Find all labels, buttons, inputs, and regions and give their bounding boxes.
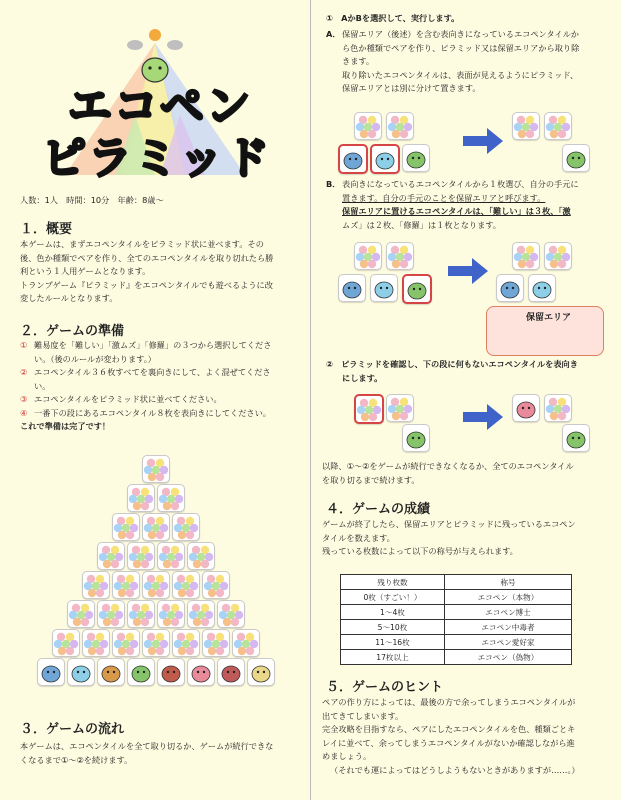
text-line: 保留エリアとは別に分けて置きます。 bbox=[342, 83, 481, 93]
tile-back-icon bbox=[157, 484, 185, 512]
text-line: 一番下の段にあるエコペンタイル８枚を表向きにしてください。 bbox=[34, 407, 271, 418]
score-table bbox=[340, 574, 572, 665]
tile-back-icon bbox=[354, 242, 382, 270]
tile-back-icon bbox=[217, 600, 245, 628]
text-line: い。（後のルールが変わります。） bbox=[34, 353, 156, 364]
table-cell: エコペン（本物） bbox=[444, 590, 571, 605]
tile-back-icon bbox=[544, 394, 572, 422]
tile-back-icon bbox=[354, 112, 382, 140]
tile-face-icon bbox=[512, 394, 540, 422]
figure-step-2 bbox=[318, 390, 616, 455]
table-header-row bbox=[341, 575, 572, 590]
text-line: 出てきてしまいます。 bbox=[322, 710, 404, 721]
table-row bbox=[341, 590, 572, 605]
tile-back-icon bbox=[172, 513, 200, 541]
right-column bbox=[318, 0, 616, 800]
tile-back-icon bbox=[142, 629, 170, 657]
text-line: 変したルールとなります。 bbox=[20, 293, 118, 303]
text-line: い。 bbox=[34, 380, 51, 391]
text-line: ら色か種類でペアを作り、ピラミッド又は保留エリアから取り除 bbox=[342, 42, 580, 53]
text-line: 残っている枚数によって以下の称号が与えられます。 bbox=[322, 546, 518, 556]
section1-heading: １．概要 bbox=[20, 222, 73, 237]
table-row bbox=[341, 650, 572, 665]
column-divider bbox=[310, 0, 311, 800]
text-line: ② ピラミッドを確認し、下の段に何もないエコペンタイルを表向き bbox=[326, 359, 578, 369]
tile-back-icon bbox=[112, 571, 140, 599]
list-number: ② bbox=[20, 367, 28, 377]
loop-text bbox=[322, 460, 612, 487]
tile-face-icon bbox=[97, 658, 125, 686]
tile-back-icon bbox=[127, 542, 155, 570]
tile-face-icon bbox=[370, 274, 398, 302]
tile-back-icon bbox=[157, 600, 185, 628]
stepA-body bbox=[342, 28, 614, 96]
tile-back-icon bbox=[142, 455, 170, 483]
table-cell: エコペン中毒者 bbox=[444, 620, 571, 635]
section2-heading: ２．ゲームの準備 bbox=[20, 324, 125, 339]
tile-back-icon bbox=[187, 600, 215, 628]
tile-back-icon bbox=[354, 394, 384, 424]
text-line: 表向きになっているエコペンタイルから１枚選び、自分の手元に bbox=[342, 179, 579, 189]
arrow-right-icon bbox=[463, 128, 503, 154]
tile-face-icon bbox=[370, 144, 400, 174]
title-line1: エコペン bbox=[68, 81, 252, 132]
tile-back-icon bbox=[82, 629, 110, 657]
tile-back-icon bbox=[202, 629, 230, 657]
tile-back-icon bbox=[386, 242, 414, 270]
table-row bbox=[341, 605, 572, 620]
tile-face-icon bbox=[402, 144, 430, 172]
tile-back-icon bbox=[67, 600, 95, 628]
tile-back-icon bbox=[386, 112, 414, 140]
step1-title: ① AかBを選択して、実行します。 bbox=[326, 13, 460, 23]
text-line: 保留エリアに置けるエコペンタイルは、「難しい」は３枚、「激 bbox=[342, 206, 571, 216]
tile-face-icon bbox=[67, 658, 95, 686]
tile-face-icon bbox=[217, 658, 245, 686]
text-line: 本ゲームは、まずエコペンタイルをピラミッド状に並べます。その bbox=[20, 239, 264, 249]
table-cell: エコペン（偽物） bbox=[444, 650, 571, 665]
tile-pyramid bbox=[0, 455, 310, 710]
text-line: にします。 bbox=[342, 372, 383, 383]
hold-area-label: 保留エリア bbox=[526, 313, 572, 323]
tile-back-icon bbox=[512, 242, 540, 270]
tile-face-icon bbox=[528, 274, 556, 302]
step2-title bbox=[326, 358, 578, 385]
tile-back-icon bbox=[142, 571, 170, 599]
section5-body bbox=[322, 696, 614, 777]
table-cell: エコペン愛好家 bbox=[444, 635, 571, 650]
section3-body bbox=[20, 740, 305, 767]
section4-body bbox=[322, 518, 612, 559]
table-cell: エコペン博士 bbox=[444, 605, 571, 620]
table-cell: 17枚以上 bbox=[341, 650, 445, 665]
setup-done-text: これで準備は完了です！ bbox=[20, 421, 111, 431]
tile-back-icon bbox=[172, 629, 200, 657]
list-number: ④ bbox=[20, 407, 28, 418]
tile-back-icon bbox=[97, 542, 125, 570]
tile-back-icon bbox=[127, 600, 155, 628]
text-line: エコペンタイル３６枚すべてを裏向きにして、よく混ぜてくださ bbox=[34, 367, 271, 377]
tile-face-icon bbox=[402, 274, 432, 304]
table-header: 残り枚数 bbox=[341, 575, 445, 590]
tile-back-icon bbox=[127, 484, 155, 512]
table-row bbox=[341, 620, 572, 635]
tile-face-icon bbox=[247, 658, 275, 686]
text-line: ゲームが終了したら、保留エリアとピラミッドに残っているエコペン bbox=[322, 519, 576, 529]
table-cell: 11〜16枚 bbox=[341, 635, 445, 650]
tile-back-icon bbox=[142, 513, 170, 541]
tile-back-icon bbox=[202, 571, 230, 599]
text-line: ペアの作り方によっては、最後の方で余ってしまうエコペンタイルが bbox=[322, 697, 576, 707]
stepB-label: B． bbox=[326, 179, 341, 189]
arrow-right-icon bbox=[463, 404, 503, 430]
figure-step-a bbox=[318, 108, 616, 178]
text-line: 本ゲームは、エコペンタイルを全て取り切るか、ゲームが続行できな bbox=[20, 741, 274, 751]
title-line2: ピラミッド bbox=[42, 133, 272, 184]
stepB-body bbox=[342, 178, 614, 232]
tile-back-icon bbox=[157, 542, 185, 570]
text-line: タイルを数えます。 bbox=[322, 532, 395, 543]
table-cell: 1〜4枚 bbox=[341, 605, 445, 620]
text-line: 後、色か種類でペアを作り、全てのエコペンタイルを取り切れたら勝 bbox=[20, 252, 274, 263]
tile-back-icon bbox=[544, 112, 572, 140]
text-line: きます。 bbox=[342, 56, 375, 66]
text-line: トランプゲーム『ピラミッド』をエコペンタイルでも遊べるように改 bbox=[20, 279, 273, 290]
section1-body bbox=[20, 238, 305, 306]
table-header: 称号 bbox=[444, 575, 571, 590]
sun-icon bbox=[149, 29, 161, 41]
arrow-right-icon bbox=[448, 258, 488, 284]
cloud-icon bbox=[127, 40, 143, 50]
table-cell: 0枚（すごい！） bbox=[341, 590, 445, 605]
tile-back-icon bbox=[187, 542, 215, 570]
text-line: 以降、①〜②をゲームが続行できなくなるか、全てのエコペンタイル bbox=[322, 461, 574, 471]
text-line: 保留エリア（後述）を含む表向きになっているエコペンタイルか bbox=[342, 29, 579, 39]
tile-face-icon bbox=[37, 658, 65, 686]
tile-face-icon bbox=[496, 274, 524, 302]
text-line: （それでも運によってはどうしようもないときがありますが……。） bbox=[330, 764, 580, 775]
text-line: 完全攻略を目指すなら、ペアにしたエコペンタイルを色、種類ごとキ bbox=[322, 724, 576, 734]
text-line: 難易度を「難しい」「激ムズ」「修羅」の３つから選択してくださ bbox=[34, 340, 272, 350]
tile-back-icon bbox=[97, 600, 125, 628]
table-cell: 5〜10枚 bbox=[341, 620, 445, 635]
text-line: ムズ」は２枚、「修羅」は１枚となります。 bbox=[342, 219, 501, 230]
text-line: 置きます。自分の手元のことを保留エリアと呼びます。 bbox=[342, 192, 546, 203]
stepA-label: A． bbox=[326, 29, 341, 39]
text-line: レイに並べて、余ってしまうエコペンタイルがないか確認しながら進 bbox=[322, 737, 575, 748]
tile-back-icon bbox=[112, 629, 140, 657]
text-line: 取り除いたエコペンタイルは、表面が見えるようにピラミッド、 bbox=[342, 69, 579, 80]
text-line: めましょう。 bbox=[322, 751, 372, 761]
cloud-icon bbox=[167, 40, 183, 50]
tile-face-icon bbox=[338, 144, 368, 174]
tile-face-icon bbox=[338, 274, 366, 302]
section2-list bbox=[20, 339, 305, 434]
section4-heading: ４．ゲームの成績 bbox=[326, 502, 431, 517]
tile-face-icon bbox=[127, 658, 155, 686]
list-number: ③ bbox=[20, 394, 28, 404]
tile-back-icon bbox=[386, 394, 414, 422]
text-line: くなるまで①〜②を続けます。 bbox=[20, 754, 133, 765]
tile-back-icon bbox=[82, 571, 110, 599]
text-line: を取り切るまで続けます。 bbox=[322, 474, 420, 485]
table-row bbox=[341, 635, 572, 650]
left-column bbox=[0, 0, 310, 800]
tile-back-icon bbox=[172, 571, 200, 599]
tile-face-icon bbox=[562, 144, 590, 172]
tile-back-icon bbox=[52, 629, 80, 657]
tile-back-icon bbox=[112, 513, 140, 541]
tile-back-icon bbox=[232, 629, 260, 657]
tile-back-icon bbox=[544, 242, 572, 270]
tile-back-icon bbox=[512, 112, 540, 140]
section3-heading: ３．ゲームの流れ bbox=[20, 722, 125, 737]
game-meta: 人数：1人 時間：10分 年齢：8歳〜 bbox=[20, 195, 164, 205]
section5-heading: ５．ゲームのヒント bbox=[326, 680, 444, 695]
tile-face-icon bbox=[187, 658, 215, 686]
tile-face-icon bbox=[157, 658, 185, 686]
text-line: 利という１人用ゲームとなります。 bbox=[20, 266, 151, 276]
list-number: ① bbox=[20, 340, 28, 350]
tile-face-icon bbox=[402, 424, 430, 452]
text-line: エコペンタイルをピラミッド状に並べてください。 bbox=[34, 394, 222, 404]
tile-face-icon bbox=[562, 424, 590, 452]
